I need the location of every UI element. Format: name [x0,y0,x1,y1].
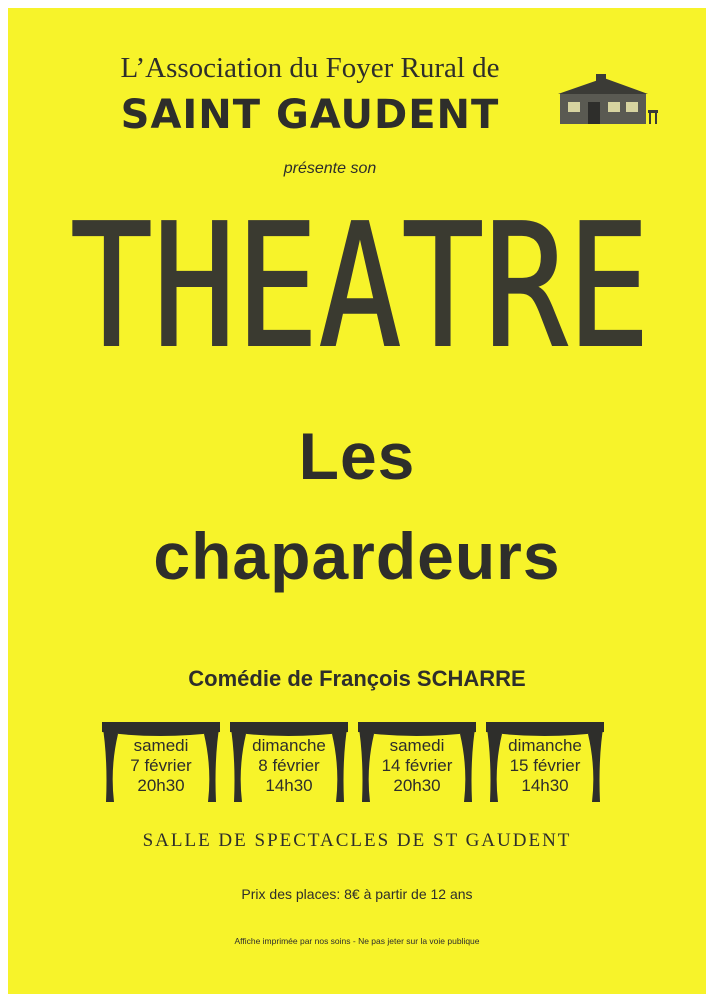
theatre-word [60,195,660,380]
show-date-4 [484,718,606,806]
show-day: samedi [133,736,189,755]
venue: SALLE DE SPECTACLES DE ST GAUDENT [142,830,572,851]
presents-line: présente son [283,160,377,177]
town-name: SAINT GAUDENT [120,92,500,138]
footer-note: Affiche imprimée par nos soins - Ne pas jeter sur la voie publique [234,936,480,946]
show-day: dimanche [252,736,326,755]
play-title-line-1: Les [298,419,416,493]
show-time: 20h30 [137,776,185,795]
show-time: 20h30 [393,776,441,795]
show-date: 14 février [381,756,453,775]
show-date-2 [228,718,350,806]
comedy-credit: Comédie de François SCHARRE [188,666,526,691]
show-time: 14h30 [521,776,569,795]
ticket-price: Prix des places: 8€ à partir de 12 ans [241,886,473,902]
show-date-3 [356,718,478,806]
show-date: 7 février [130,756,192,775]
show-day: dimanche [508,736,582,755]
show-date-1 [100,718,222,806]
show-date: 8 février [258,756,320,775]
show-day: samedi [389,736,445,755]
association-line: L’Association du Foyer Rural de [120,52,500,84]
svg-text:THEATRE: THEATRE [70,195,650,380]
show-time: 14h30 [265,776,313,795]
show-date: 15 février [509,756,581,775]
building-illustration [556,72,660,128]
play-title-line-2: chapardeurs [153,519,561,593]
